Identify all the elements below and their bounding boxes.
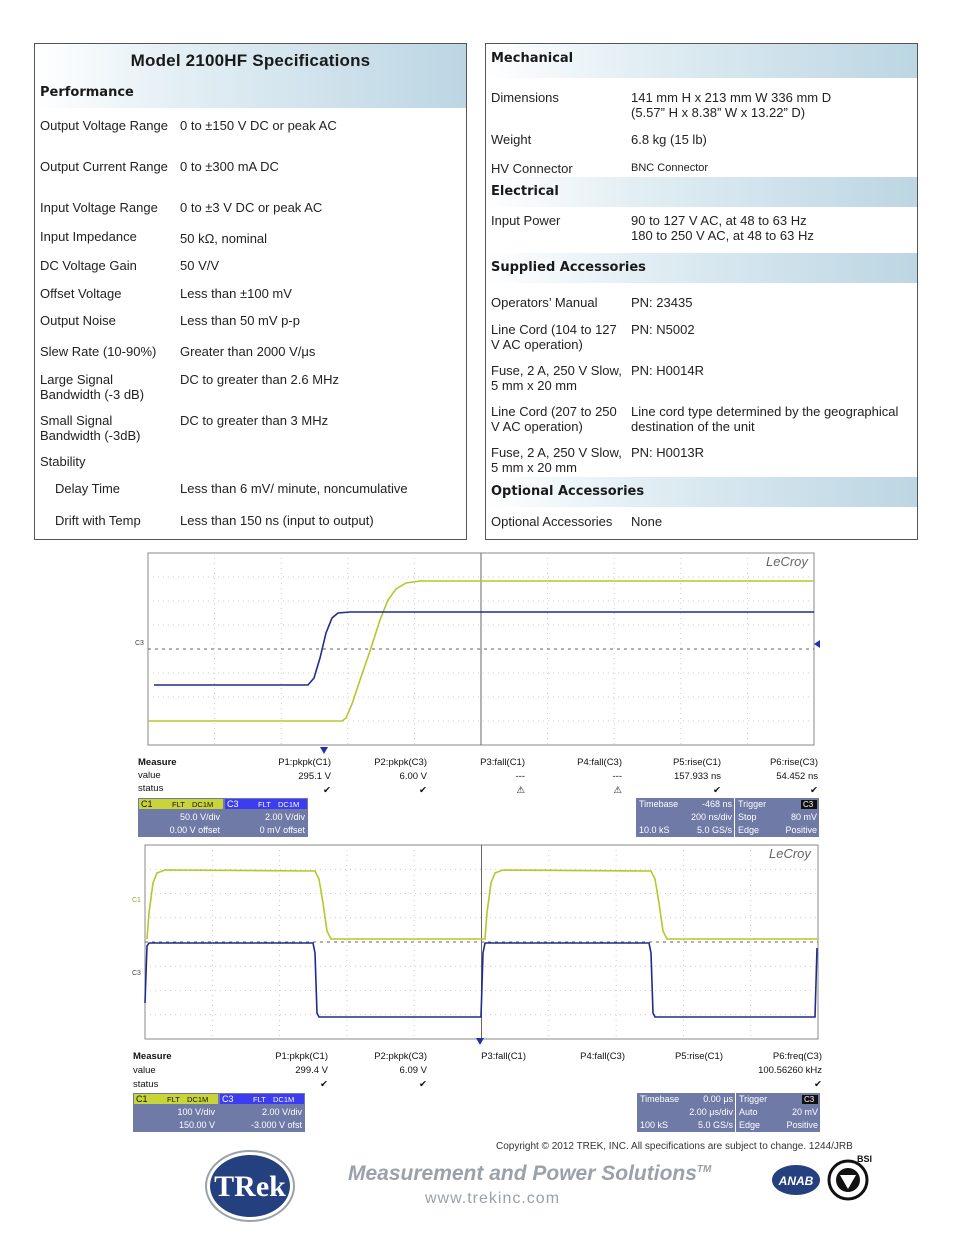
spec-row — [35, 513, 466, 543]
spec-label: Line Cord (207 to 250 V AC operation) — [491, 404, 617, 434]
scope1-status-label: status — [138, 783, 164, 794]
scope2-c3-offset: -3.000 V ofst — [250, 1120, 302, 1130]
measure-status: ✔ — [713, 785, 721, 796]
measure-status: ⚠ — [516, 785, 525, 796]
spec-row — [486, 322, 917, 354]
scope1-c3-tag1: FLT — [258, 800, 271, 809]
scope1-value-label: value — [138, 770, 161, 781]
spec-label: Line Cord (104 to 127 V AC operation) — [491, 322, 617, 352]
scope2-c1-name: C1 — [136, 1094, 148, 1104]
measure-status: ✔ — [810, 785, 818, 796]
optional-accessories-rows — [486, 507, 917, 537]
spec-label: Small Signal Bandwidth (-3dB) — [40, 413, 141, 443]
scope2-c3-vdiv: 2.00 V/div — [261, 1107, 302, 1117]
scope2-c1-offset: 150.00 V — [178, 1120, 215, 1130]
spec-value: 0 to ±150 V DC or peak AC — [180, 118, 337, 133]
page-title: Model 2100HF Specifications — [35, 44, 466, 78]
spec-label: Output Noise — [40, 313, 116, 328]
spec-row — [486, 132, 917, 162]
measure-name: P1:pkpk(C1) — [278, 757, 331, 768]
performance-panel — [34, 43, 467, 540]
spec-label: Dimensions — [491, 90, 559, 105]
scope1-trigger-type: Edge — [738, 825, 760, 835]
spec-value: 50 V/V — [180, 258, 220, 273]
spec-value: Less than ±100 mV — [180, 286, 292, 301]
supplied-accessories-rows — [486, 283, 917, 477]
scope1-trigger-slope: Positive — [785, 825, 817, 835]
scope1-trigger-label: Trigger — [738, 799, 767, 809]
measure-name: P4:fall(C3) — [580, 1051, 625, 1062]
scope1-measure-title: Measure — [138, 757, 177, 768]
scope2-trigger-slope: Positive — [786, 1120, 818, 1130]
spec-value: Line cord type determined by the geographical destination of the unit — [631, 404, 899, 434]
spec-row — [35, 159, 466, 189]
scope2-c1-tag1: FLT — [167, 1095, 180, 1104]
scope1-c3-vdiv: 2.00 V/div — [264, 812, 305, 822]
spec-row — [486, 445, 917, 477]
measure-name: P6:freq(C3) — [772, 1051, 822, 1062]
spec-row — [35, 258, 466, 288]
spec-value: PN: N5002 — [631, 322, 695, 337]
spec-label: Large Signal Bandwidth (-3 dB) — [40, 372, 145, 402]
spec-label: Fuse, 2 A, 250 V Slow, 5 mm x 20 mm — [491, 445, 622, 475]
spec-row — [35, 481, 466, 511]
spec-value: Less than 150 ns (input to output) — [180, 513, 374, 528]
spec-label: Output Voltage Range — [40, 118, 168, 133]
spec-value: PN: H0013R — [631, 445, 704, 460]
spec-label: HV Connector — [491, 161, 573, 176]
spec-label: Fuse, 2 A, 250 V Slow, 5 mm x 20 mm — [491, 363, 622, 393]
electrical-rows — [486, 207, 917, 253]
spec-row — [35, 372, 466, 402]
spec-row — [35, 454, 466, 484]
spec-value: BNC Connector — [631, 162, 709, 174]
measure-name: P3:fall(C1) — [480, 757, 525, 768]
measure-name: P6:rise(C3) — [769, 757, 818, 768]
scope1-timebase-rate: 5.0 GS/s — [696, 825, 732, 835]
scope1-trigger-mode: Stop — [738, 812, 757, 822]
scope1-c3-name: C3 — [227, 799, 239, 809]
copyright-notice: Copyright © 2012 TREK, INC. All specifications are subject to change. 1244/JRB — [496, 1141, 853, 1152]
mechanical-header: Mechanical — [486, 44, 917, 78]
oscilloscope-capture-square — [125, 843, 822, 1135]
spec-label: Stability — [40, 454, 86, 469]
scope1-c1-offset: 0.00 V offset — [169, 825, 220, 835]
spec-label: Input Power — [491, 213, 561, 228]
measure-name: P2:pkpk(C3) — [374, 757, 427, 768]
spec-value: Less than 6 mV/ minute, noncumulative — [180, 481, 408, 496]
spec-value: 0 to ±3 V DC or peak AC — [180, 200, 323, 215]
scope1-measure-table — [138, 757, 818, 796]
spec-row — [486, 404, 917, 436]
measure-status: ✔ — [419, 785, 427, 796]
spec-row — [35, 286, 466, 316]
scope1-brand: LeCroy — [766, 554, 808, 569]
measure-value: 100.56260 kHz — [758, 1065, 822, 1076]
measure-value: --- — [515, 771, 525, 782]
measure-value: 299.4 V — [295, 1065, 328, 1076]
trek-logo-text: TRek — [214, 1170, 286, 1203]
scope1-c1-name: C1 — [141, 799, 153, 809]
specs-panel — [485, 43, 918, 540]
spec-value: PN: H0014R — [631, 363, 704, 378]
spec-value: PN: 23435 — [631, 295, 693, 310]
scope2-brand: LeCroy — [769, 846, 811, 861]
measure-value: --- — [612, 771, 622, 782]
spec-label: Input Impedance — [40, 229, 137, 244]
scope2-timebase-rate: 5.0 GS/s — [697, 1120, 733, 1130]
spec-value: 50 kΩ, nominal — [180, 231, 268, 246]
performance-rows — [35, 108, 466, 538]
spec-label: Delay Time — [55, 481, 121, 496]
scope2-channel-boxes — [133, 1093, 820, 1132]
spec-value: 141 mm H x 213 mm W 336 mm D (5.57” H x 8.38” W x 13.22” D) — [631, 90, 832, 120]
spec-value: Less than 50 mV p-p — [180, 313, 300, 328]
measure-status: ✔ — [320, 1079, 328, 1090]
scope2-measure-table — [133, 1051, 822, 1090]
optional-accessories-header: Optional Accessories — [486, 477, 917, 507]
scope1-c1-tag1: FLT — [172, 800, 185, 809]
spec-label: Drift with Temp — [55, 513, 141, 528]
spec-value: 0 to ±300 mA DC — [180, 159, 279, 174]
scope1-timebase-samples: 10.0 kS — [639, 825, 670, 835]
anab-logo-text: ANAB — [778, 1174, 814, 1188]
scope2-c3-tag2: DC1M — [273, 1095, 295, 1104]
scope2-trigger-ch: C3 — [804, 1095, 815, 1104]
spec-label: Optional Accessories — [491, 514, 613, 529]
scope1-timebase-label: Timebase — [639, 799, 679, 809]
spec-value: Greater than 2000 V/μs — [180, 344, 316, 359]
spec-label: Operators’ Manual — [491, 295, 598, 310]
spec-row — [35, 344, 466, 374]
trek-logo — [205, 1150, 295, 1222]
trademark-mark: TM — [696, 1164, 712, 1175]
spec-row — [486, 161, 917, 191]
measure-status: ✔ — [323, 785, 331, 796]
spec-row — [35, 229, 466, 259]
scope1-trigger-ch: C3 — [803, 800, 814, 809]
scope2-trigger-type: Edge — [739, 1120, 761, 1130]
scope1-trigger-level: 80 mV — [790, 812, 817, 822]
oscilloscope-capture-rise — [130, 548, 820, 840]
measure-status: ✔ — [814, 1079, 822, 1090]
scope2-timebase-div: 2.00 μs/div — [689, 1107, 733, 1117]
anab-logo — [770, 1158, 822, 1198]
scope1-c3-offset: 0 mV offset — [259, 825, 305, 835]
scope1-trigger-marker — [320, 747, 328, 754]
website-url: www.trekinc.com — [425, 1190, 561, 1207]
spec-row — [35, 118, 466, 148]
scope2-trigger-level: 20 mV — [791, 1107, 818, 1117]
spec-row — [35, 313, 466, 343]
spec-label: DC Voltage Gain — [40, 258, 137, 273]
scope2-c1-tag2: DC1M — [187, 1095, 209, 1104]
spec-label: Slew Rate (10-90%) — [40, 344, 157, 359]
slogan — [348, 1162, 711, 1186]
scope1-c1-tag2: DC1M — [192, 800, 214, 809]
scope2-trigger-label: Trigger — [739, 1094, 768, 1104]
measure-status: ⚠ — [613, 785, 622, 796]
measure-name: P2:pkpk(C3) — [374, 1051, 427, 1062]
scope1-c1-vdiv: 50.0 V/div — [179, 812, 220, 822]
spec-row — [486, 90, 917, 120]
scope2-measure-title: Measure — [133, 1051, 172, 1062]
spec-row — [486, 213, 917, 245]
spec-row — [35, 413, 466, 443]
mechanical-rows — [486, 78, 917, 177]
spec-row — [486, 514, 917, 532]
scope2-trigger-mode: Auto — [739, 1107, 758, 1117]
measure-name: P3:fall(C1) — [481, 1051, 526, 1062]
scope2-value-label: value — [133, 1065, 156, 1076]
bsi-logo — [826, 1153, 872, 1201]
measure-status: ✔ — [419, 1079, 427, 1090]
measure-name: P1:pkpk(C1) — [275, 1051, 328, 1062]
scope2-timebase-samples: 100 kS — [640, 1120, 669, 1130]
scope1-c3-tag2: DC1M — [278, 800, 300, 809]
scope2-c1-marker: C1 — [132, 897, 141, 904]
spec-value: DC to greater than 2.6 MHz — [180, 372, 339, 387]
scope2-timebase-val: 0.00 μs — [703, 1094, 733, 1104]
scope1-level-marker — [814, 640, 820, 648]
scope2-c1-vdiv: 100 V/div — [177, 1107, 215, 1117]
measure-name: P4:fall(C3) — [577, 757, 622, 768]
measure-value: 295.1 V — [298, 771, 331, 782]
spec-row — [486, 363, 917, 395]
supplied-accessories-header: Supplied Accessories — [486, 253, 917, 283]
scope2-c3-tag1: FLT — [253, 1095, 266, 1104]
performance-header: Performance — [35, 78, 466, 108]
measure-name: P5:rise(C1) — [674, 1051, 723, 1062]
slogan-text: Measurement and Power Solutions — [348, 1162, 697, 1185]
spec-value: 90 to 127 V AC, at 48 to 63 Hz 180 to 250 V AC, at 48 to 63 Hz — [631, 213, 814, 243]
measure-value: 6.00 V — [399, 771, 427, 782]
spec-label: Offset Voltage — [40, 286, 122, 301]
spec-row — [35, 200, 466, 230]
scope1-timebase-div: 200 ns/div — [690, 812, 732, 822]
scope1-c3-marker: C3 — [135, 640, 144, 647]
scope2-trigger-marker — [476, 1038, 484, 1045]
spec-value: DC to greater than 3 MHz — [180, 413, 329, 428]
spec-label: Input Voltage Range — [40, 200, 158, 215]
scope2-timebase-label: Timebase — [640, 1094, 680, 1104]
electrical-header: Electrical — [486, 177, 917, 207]
scope2-c3-name: C3 — [222, 1094, 234, 1104]
spec-label: Weight — [491, 132, 532, 147]
spec-value: None — [631, 514, 663, 529]
spec-value: 6.8 kg (15 lb) — [631, 132, 707, 147]
measure-value: 6.09 V — [399, 1065, 427, 1076]
spec-label: Output Current Range — [40, 159, 168, 174]
scope2-c3-marker: C3 — [132, 970, 141, 977]
measure-value: 54.452 ns — [776, 771, 818, 782]
bsi-logo-text: BSI — [857, 1154, 872, 1164]
scope1-channel-boxes — [138, 798, 819, 837]
measure-value: 157.933 ns — [673, 771, 721, 782]
scope1-timebase-val: -468 ns — [701, 799, 732, 809]
measure-name: P5:rise(C1) — [672, 757, 721, 768]
scope2-status-label: status — [133, 1079, 159, 1090]
